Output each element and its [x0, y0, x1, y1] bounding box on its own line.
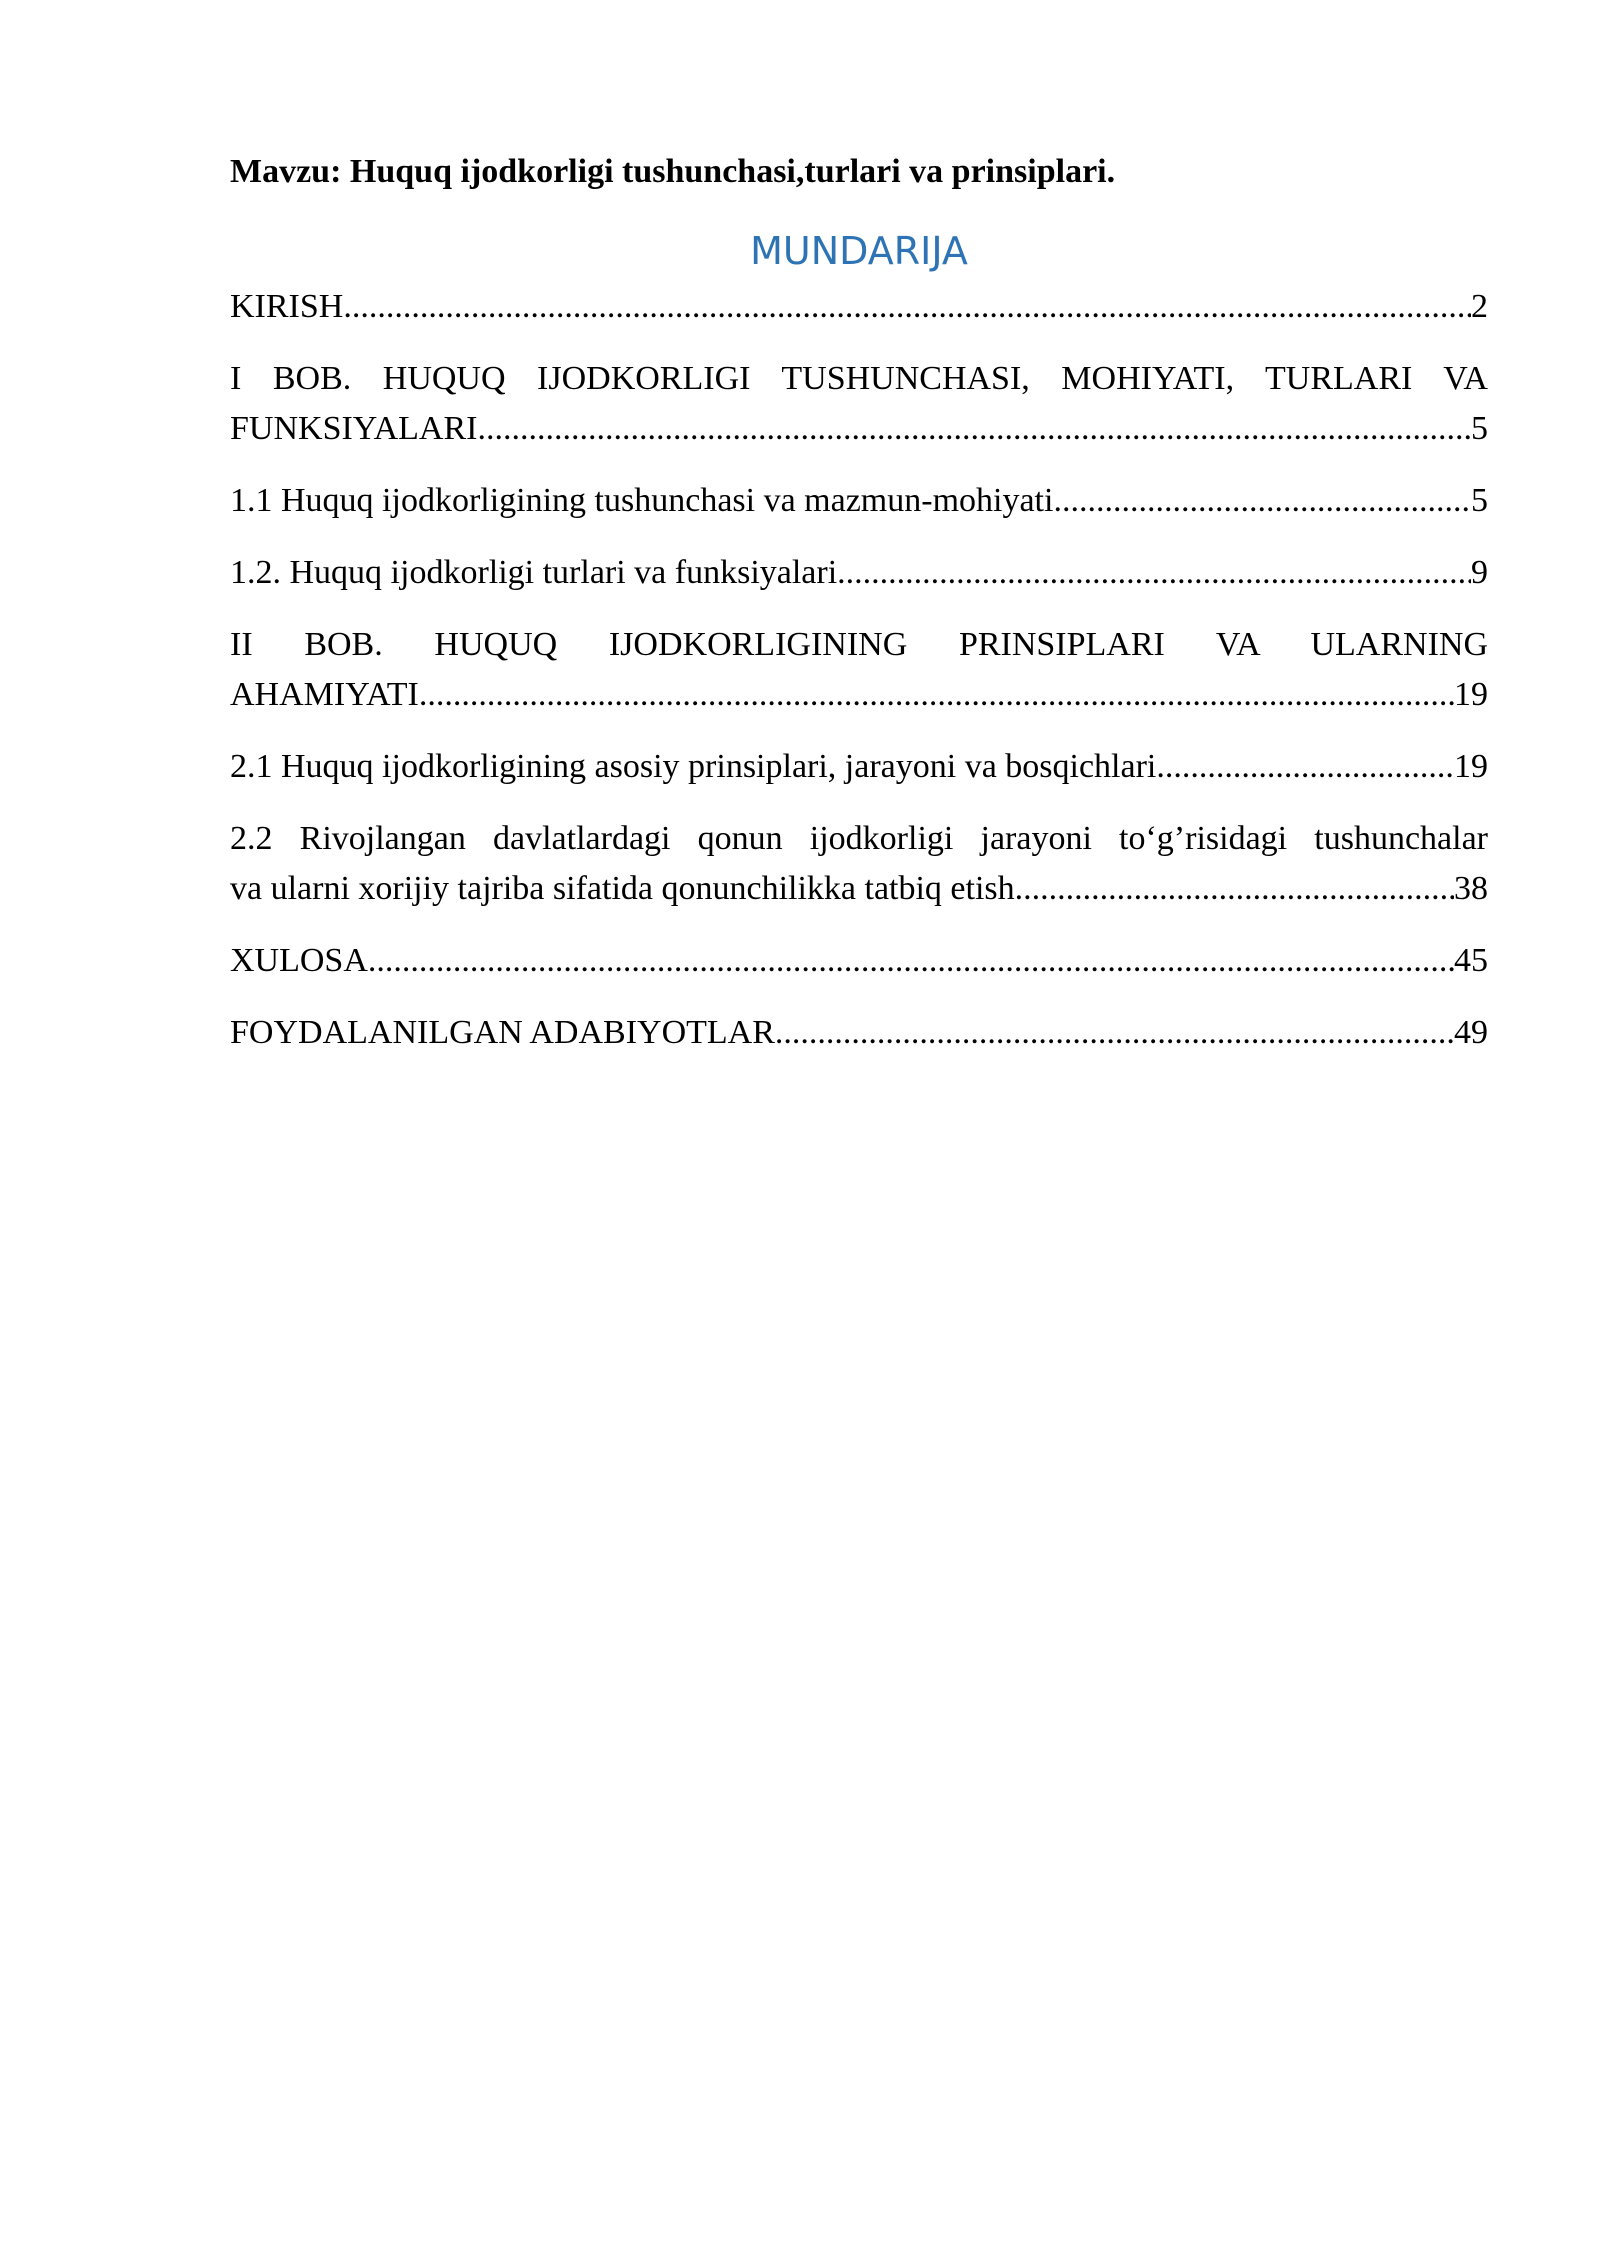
toc-entry-last-line	[230, 282, 1488, 332]
toc-entry-last-line	[230, 864, 1488, 914]
toc-entry-text: FUNKSIYALARI	[230, 410, 478, 447]
toc-entry-text: XULOSA	[230, 942, 368, 979]
toc-entry-last-line	[230, 1008, 1488, 1058]
toc-dot-leader	[368, 936, 1454, 986]
toc-entry[interactable]	[230, 476, 1488, 526]
toc-dot-leader	[1053, 476, 1471, 526]
toc-dot-leader	[419, 670, 1454, 720]
toc-page-number: 2	[1471, 288, 1488, 325]
toc-entry-line: 2.2 Rivojlangan davlatlardagi qonun ijodkorligi jarayoni to‘g’risidagi tushunchalar	[230, 820, 1488, 857]
toc-dot-leader	[477, 404, 1471, 454]
toc-page-number: 49	[1454, 1014, 1488, 1051]
toc-dot-leader	[343, 282, 1471, 332]
toc-entry-text: va ularni xorijiy tajriba sifatida qonunchilikka tatbiq etish	[230, 870, 1015, 907]
toc-entry-text: KIRISH	[230, 288, 344, 325]
toc-dot-leader	[837, 548, 1471, 598]
toc-dot-leader	[1156, 742, 1454, 792]
document-topic: Mavzu: Huquq ijodkorligi tushunchasi,turlari va prinsiplari.	[230, 153, 1116, 190]
toc-entry-last-line	[230, 404, 1488, 454]
toc-entry-line: II BOB. HUQUQ IJODKORLIGINING PRINSIPLARI VA ULARNING	[230, 626, 1488, 663]
toc-dot-leader	[1015, 864, 1454, 914]
toc-entry-text: 2.1 Huquq ijodkorligining asosiy prinsiplari, jarayoni va bosqichlari	[230, 748, 1157, 785]
toc-entry[interactable]	[230, 620, 1488, 720]
toc-entry-text: 1.2. Huquq ijodkorligi turlari va funksiyalari	[230, 554, 838, 591]
toc-entry-last-line	[230, 670, 1488, 720]
toc-entry-last-line	[230, 742, 1488, 792]
toc-title: MUNDARIJA	[750, 229, 968, 273]
toc-entry[interactable]	[230, 282, 1488, 332]
toc-page-number: 45	[1454, 942, 1488, 979]
toc-entry-text: 1.1 Huquq ijodkorligining tushunchasi va mazmun-mohiyati	[230, 482, 1054, 519]
toc-entry-text: AHAMIYATI	[230, 676, 419, 713]
document-page	[230, 150, 1488, 1080]
toc-page-number: 5	[1471, 410, 1488, 447]
toc-entry-last-line	[230, 476, 1488, 526]
toc-entry-line: I BOB. HUQUQ IJODKORLIGI TUSHUNCHASI, MOHIYATI, TURLARI VA	[230, 360, 1488, 397]
toc-entry[interactable]	[230, 354, 1488, 454]
table-of-contents	[230, 282, 1488, 1058]
toc-page-number: 5	[1471, 482, 1488, 519]
toc-entry-text: FOYDALANILGAN ADABIYOTLAR	[230, 1014, 775, 1051]
toc-entry[interactable]	[230, 814, 1488, 914]
toc-page-number: 19	[1454, 748, 1488, 785]
toc-entry[interactable]	[230, 936, 1488, 986]
toc-entry-last-line	[230, 548, 1488, 598]
toc-page-number: 9	[1471, 554, 1488, 591]
toc-entry[interactable]	[230, 548, 1488, 598]
toc-dot-leader	[775, 1008, 1454, 1058]
toc-page-number: 19	[1454, 676, 1488, 713]
toc-page-number: 38	[1454, 870, 1488, 907]
toc-entry[interactable]	[230, 742, 1488, 792]
toc-entry[interactable]	[230, 1008, 1488, 1058]
toc-entry-last-line	[230, 936, 1488, 986]
